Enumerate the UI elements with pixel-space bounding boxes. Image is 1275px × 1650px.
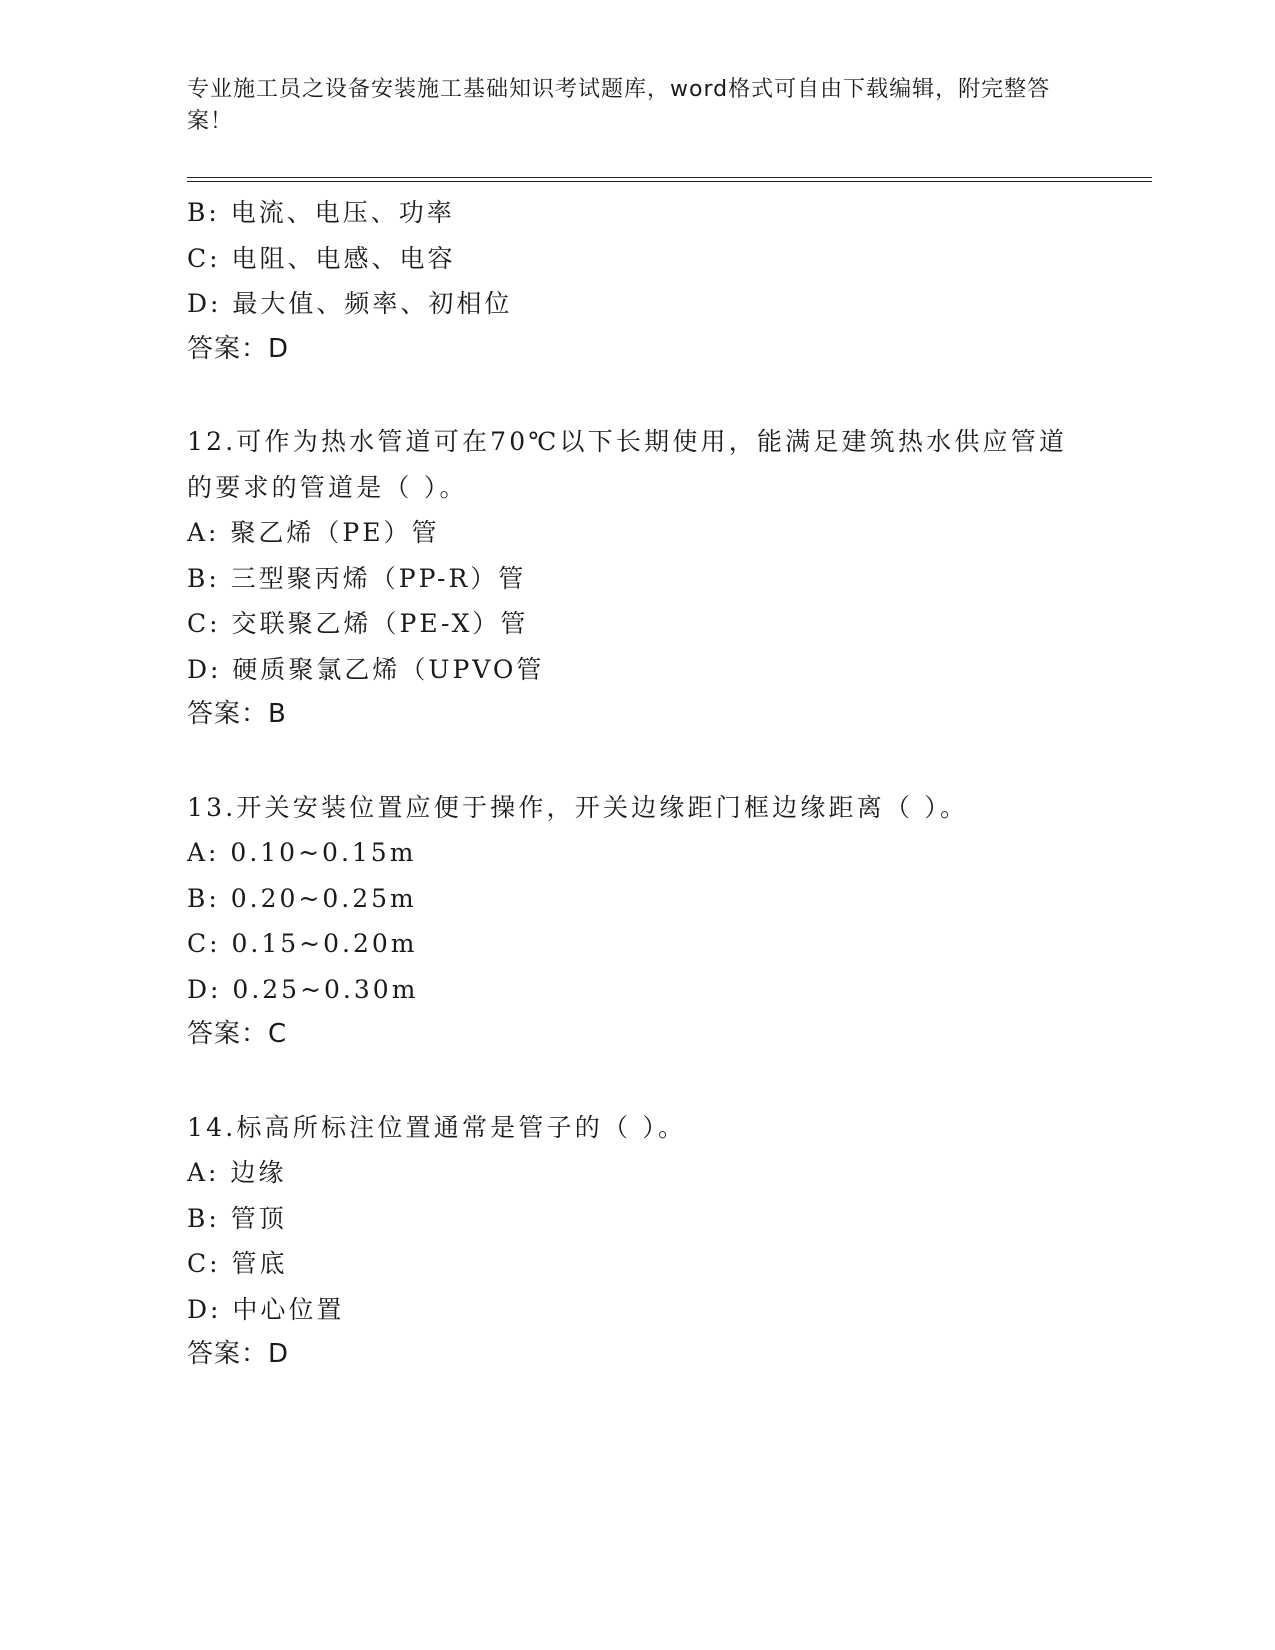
option-a: A: 边缘 [187,1158,287,1187]
question-12 [187,419,1152,738]
option-b: B: 电流、电压、功率 [187,198,455,227]
option-d: D: 硬质聚氯乙烯（UPVO管 [187,654,545,684]
option-a: A: 聚乙烯（PE）管 [187,518,440,547]
question-stem: 的要求的管道是（ ）。 [187,472,468,502]
answer: 答案：C [187,1019,288,1049]
option-c: C: 电阻、电感、电容 [187,243,456,273]
spacer [187,372,1152,419]
header-divider [187,177,1152,182]
option-c: C: 管底 [187,1249,288,1278]
question-14 [187,1105,1152,1378]
spacer [187,738,1152,785]
option-c: C: 0.15~0.20m [187,929,418,958]
option-c: C: 交联聚乙烯（PE-X）管 [187,609,529,638]
option-d: D: 0.25~0.30m [187,974,419,1004]
question-11-continued [187,190,1152,372]
option-d: D: 中心位置 [187,1294,345,1324]
question-stem: 12.可作为热水管道可在70℃以下长期使用，能满足建筑热水供应管道 [187,427,1068,456]
question-list [187,190,1152,1378]
answer: 答案：B [187,699,287,729]
answer: 答案：D [187,333,290,364]
option-a: A: 0.10~0.15m [187,838,417,867]
option-d: D: 最大值、频率、初相位 [187,289,513,318]
spacer [187,1058,1152,1105]
option-b: B: 管顶 [187,1203,287,1233]
question-stem: 13.开关安装位置应便于操作，开关边缘距门框边缘距离（ ）。 [187,792,969,822]
option-b: B: 三型聚丙烯（PP-R）管 [187,563,527,593]
answer: 答案：D [187,1339,290,1369]
question-stem: 14.标高所标注位置通常是管子的（ ）。 [187,1112,687,1142]
question-13 [187,785,1152,1058]
option-b: B: 0.20~0.25m [187,883,417,913]
page-header: 专业施工员之设备安装施工基础知识考试题库，word格式可自由下载编辑，附完整答案！ [187,77,1051,134]
